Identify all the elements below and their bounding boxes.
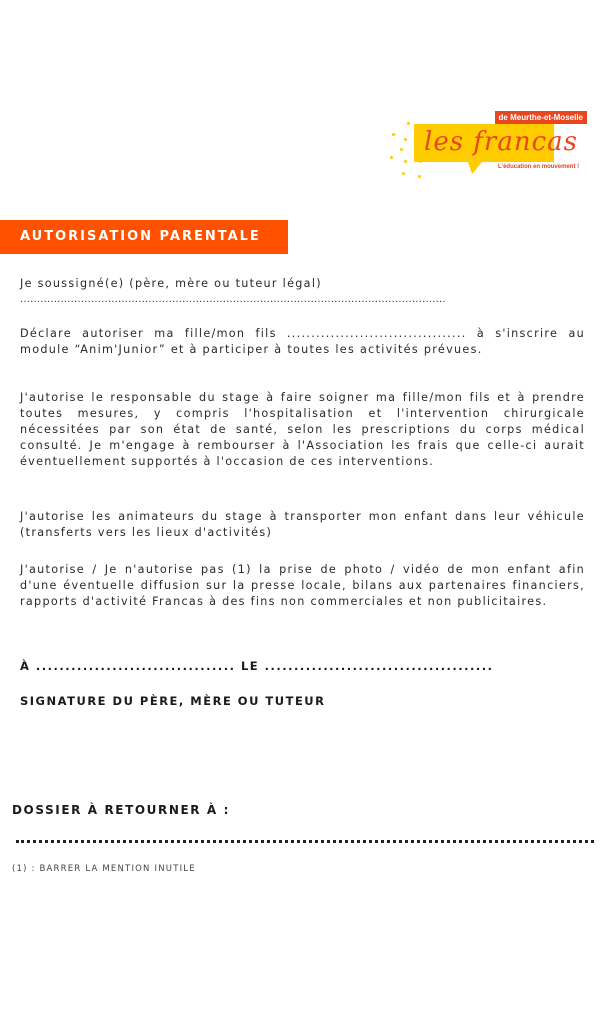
logo-region-tag: de Meurthe-et-Moselle — [495, 111, 587, 124]
logo-dot — [392, 133, 395, 136]
return-address-field[interactable] — [16, 840, 594, 843]
transport-authorization-paragraph: J'autorise les animateurs du stage à transporter mon enfant dans leur véhicule (transferts vers les lieux d'activités) — [20, 510, 585, 539]
undersigned-line: Je soussigné(e) (père, mère ou tuteur légal) — [20, 277, 322, 290]
logo-dot — [404, 138, 407, 141]
declaration-paragraph: Déclare autoriser ma fille/mon fils ..................................... à s'inscrire au module “Anim'Junior” et à participer à toutes les activités prévues. — [20, 327, 585, 356]
undersigned-name-field[interactable]: .............................................................................................................................. — [20, 294, 446, 305]
logo-dot — [390, 156, 393, 159]
logo-brand-text: les francas — [424, 127, 579, 157]
page-title: AUTORISATION PARENTALE — [0, 220, 288, 254]
francas-logo — [386, 108, 592, 188]
signature-label: SIGNATURE DU PÈRE, MÈRE OU TUTEUR — [20, 694, 326, 708]
photo-authorization-paragraph: J'autorise / Je n'autorise pas (1) la prise de photo / vidéo de mon enfant afin d'une éventuelle diffusion sur la presse locale, bilans aux partenaires financiers, rapports d'activité Francas à des fins non commerciales et non publicitaires. — [20, 563, 585, 608]
logo-dot — [418, 175, 421, 178]
logo-dot — [407, 122, 410, 125]
logo-dot — [404, 160, 407, 163]
logo-dot — [400, 148, 403, 151]
medical-authorization-paragraph: J'autorise le responsable du stage à faire soigner ma fille/mon fils et à prendre toutes mesures, y compris l'hospitalisation et l'intervention chirurgicale nécessitées par son état de santé, selon les prescriptions du corps médical consulté. Je m'engage à rembourser à l'Association les frais que celle-ci aurait éventuellement supportés à l'occasion de ces interventions. — [20, 391, 585, 468]
place-date-field[interactable]: À .................................. LE ....................................... — [20, 659, 494, 673]
return-address-title: DOSSIER À RETOURNER À : — [12, 803, 230, 817]
logo-dot — [402, 172, 405, 175]
footnote: (1) : BARRER LA MENTION INUTILE — [12, 864, 196, 874]
logo-tagline: L'éducation en mouvement ! — [498, 164, 580, 170]
logo-bubble-tail — [468, 162, 482, 174]
